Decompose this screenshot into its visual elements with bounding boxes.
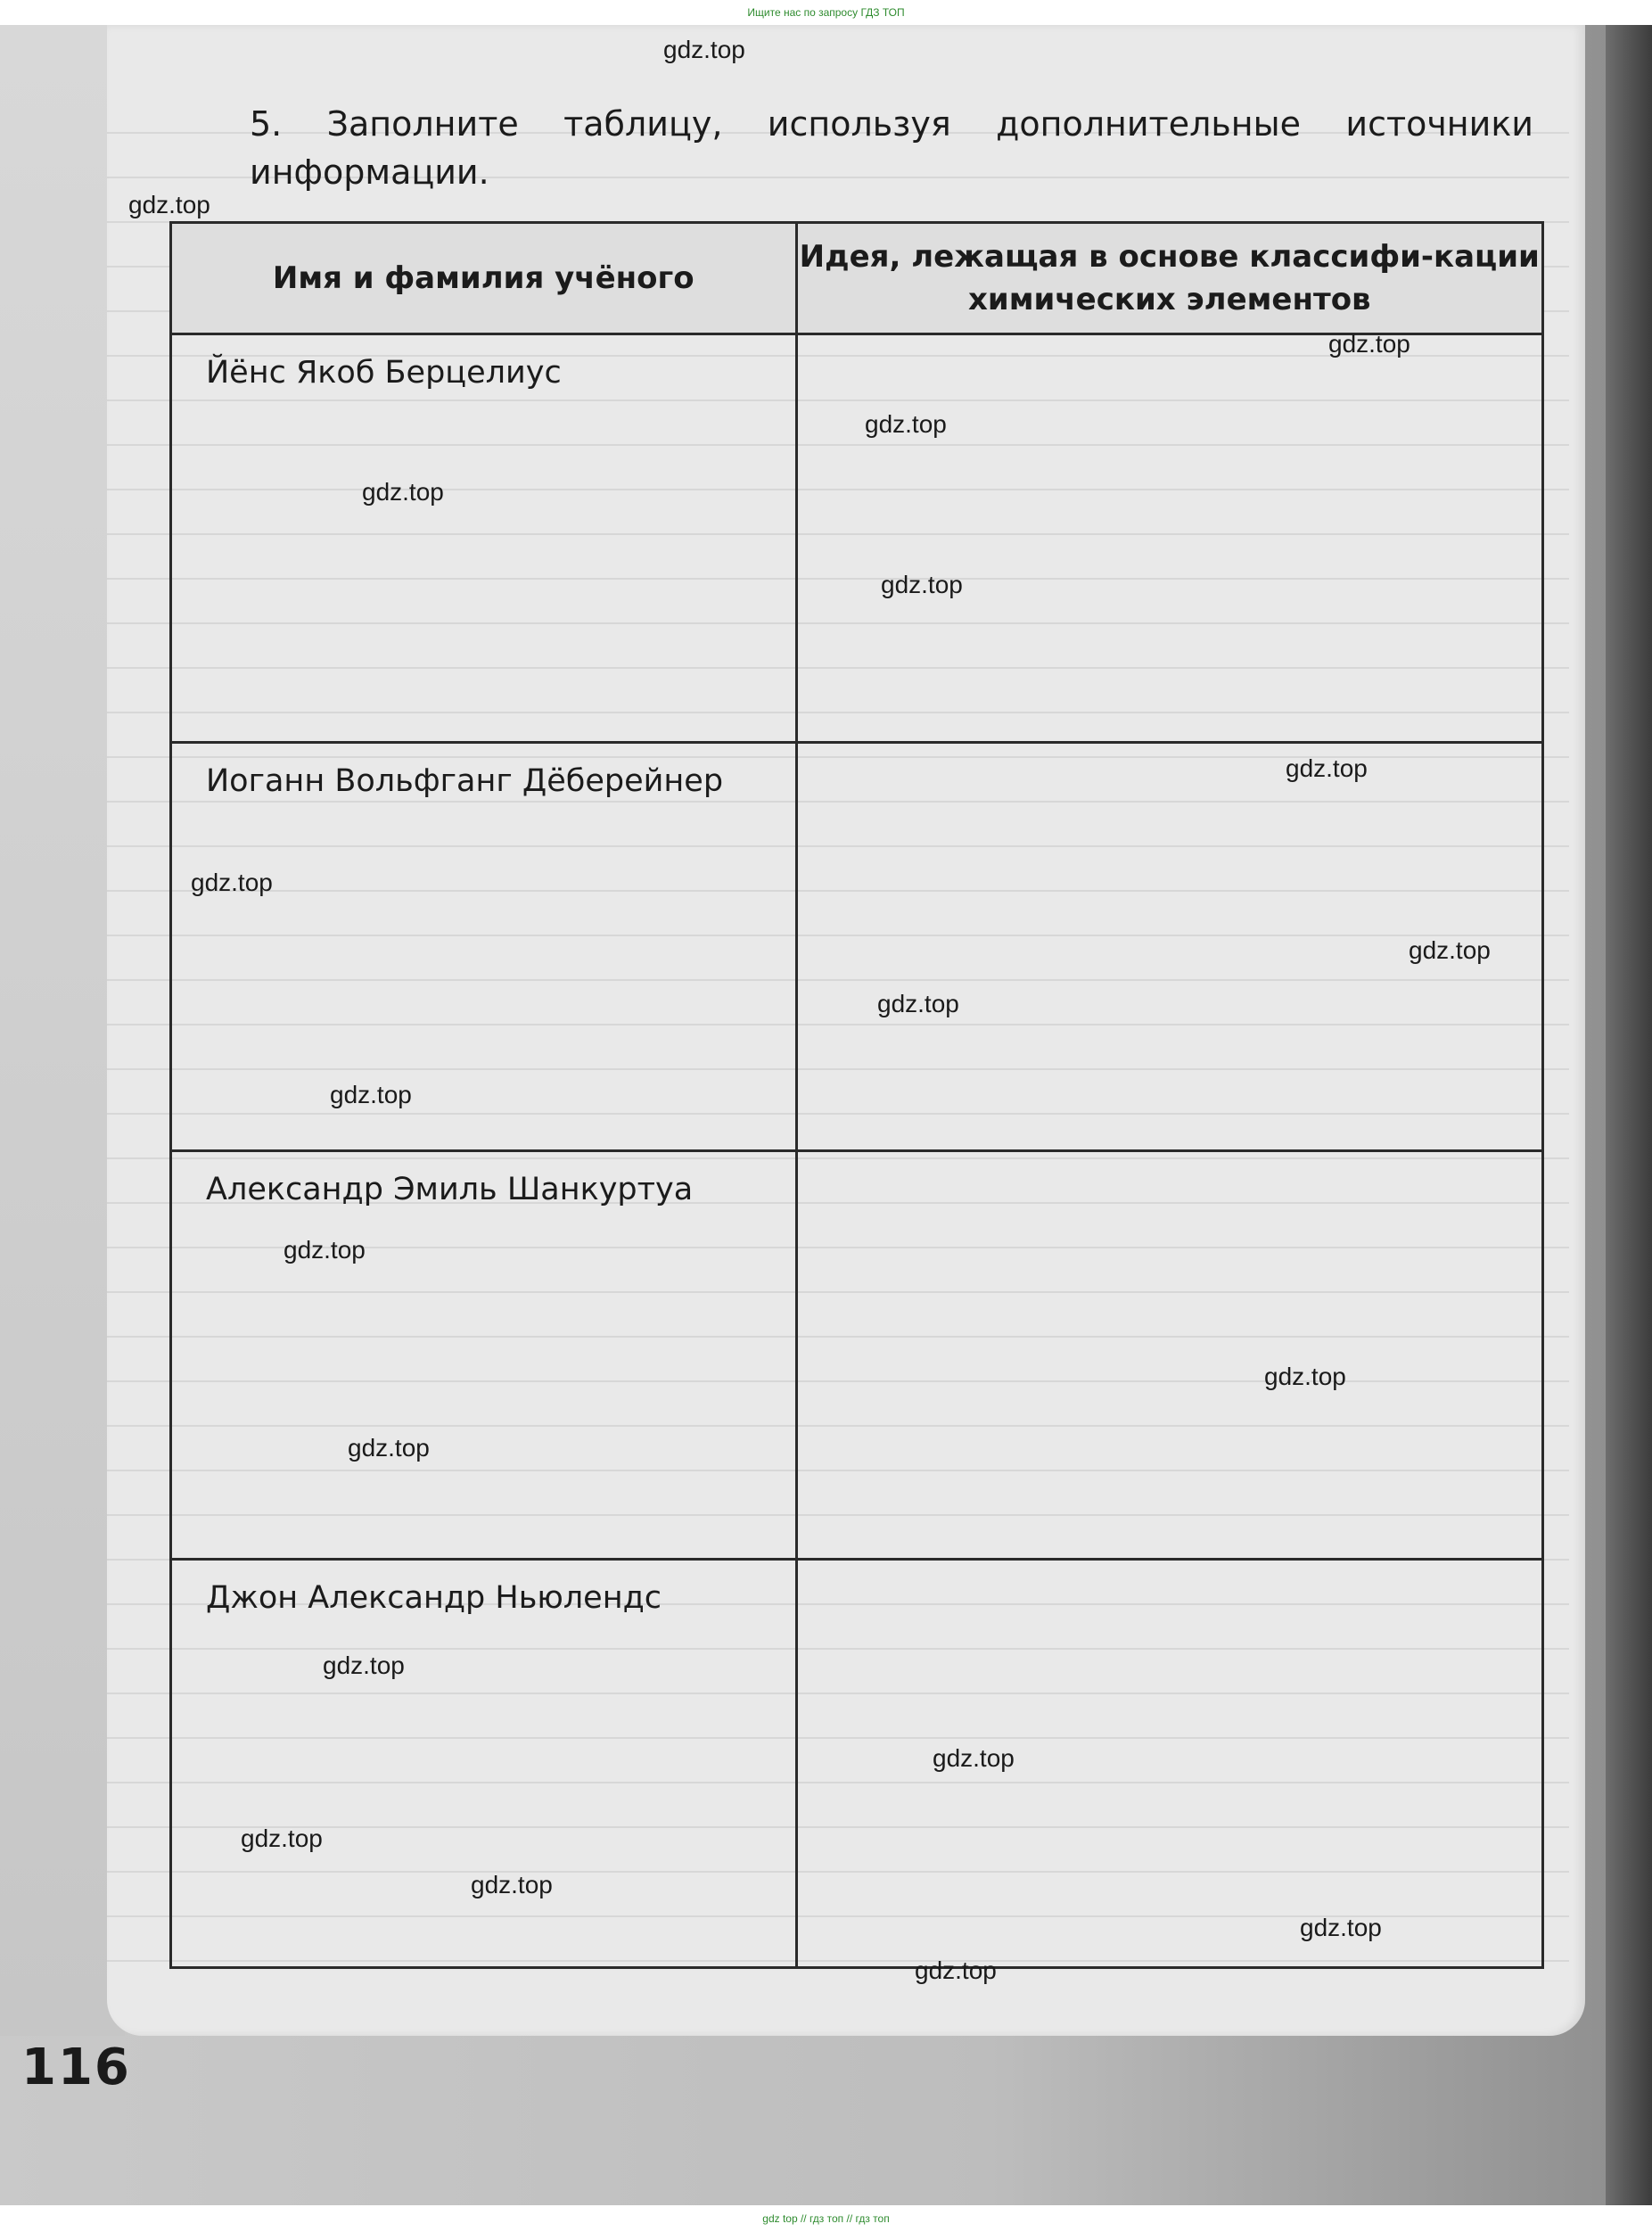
scientist-name: Йёнс Якоб Берцелиус [171,334,797,743]
watermark: gdz.top [865,410,947,438]
table-row [171,1151,1543,1560]
idea-cell[interactable] [796,1151,1542,1560]
scientist-name: Александр Эмиль Шанкуртуа [171,1151,797,1560]
header-scientist-name: Имя и фамилия учёного [171,223,797,334]
idea-cell[interactable] [796,1560,1542,1968]
watermark: gdz.top [1328,330,1410,358]
watermark: gdz.top [191,869,273,896]
watermark: gdz.top [1264,1363,1346,1390]
scientist-name: Джон Александр Ньюлендс [171,1560,797,1968]
watermark: gdz.top [1409,936,1491,964]
watermark: gdz.top [348,1434,430,1462]
watermark: gdz.top [323,1651,405,1679]
header-classification-idea: Идея, лежащая в основе классифи-кации химических элементов [796,223,1542,334]
watermark: gdz.top [933,1744,1015,1772]
watermark: gdz.top [330,1081,412,1108]
watermark: gdz.top [241,1824,323,1852]
watermark: gdz.top [877,990,959,1017]
watermark: gdz.top [128,191,210,218]
watermark: gdz.top [881,571,963,598]
scientist-name: Иоганн Вольфганг Дёберейнер [171,743,797,1151]
bottom-banner[interactable]: gdz top // гдз топ // гдз топ [0,2205,1652,2232]
watermark: gdz.top [1300,1914,1382,1941]
page-number: 116 [21,2038,131,2096]
watermark: gdz.top [284,1236,366,1264]
table-row [171,1560,1543,1968]
table-row [171,334,1543,743]
watermark: gdz.top [663,36,745,63]
table-header-row [171,223,1543,334]
task-title: 5. Заполните таблицу, используя дополнительные источники информации. [250,104,1533,192]
facing-page-edge [0,25,125,2036]
watermark: gdz.top [362,478,444,506]
watermark: gdz.top [471,1871,553,1898]
watermark: gdz.top [915,1956,997,1984]
top-banner[interactable]: Ищите нас по запросу ГДЗ ТОП [0,0,1652,25]
idea-cell[interactable] [796,334,1542,743]
watermark: gdz.top [1286,754,1368,782]
scan-edge-shadow [1606,25,1652,2205]
